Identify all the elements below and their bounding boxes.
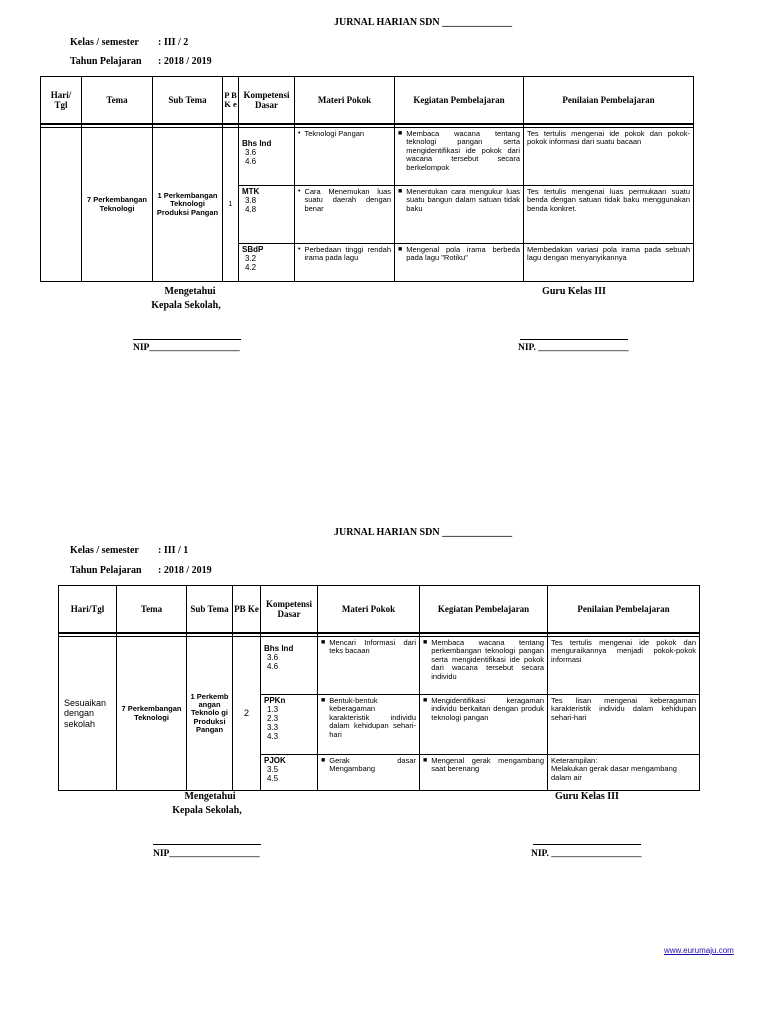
kd-code: 3.8 — [245, 195, 257, 205]
kegiatan-cell: ■ Mengenal gerak mengambang saat berenang — [420, 755, 548, 791]
kd-code: 4.2 — [245, 262, 257, 272]
journal1-nip-right: NIP. ___________________ — [518, 343, 629, 353]
journal2-nip-left: NIP___________________ — [153, 849, 260, 859]
kegiatan-cell: ■ Menentukan cara mengukur luas suatu bangun dalam satuan tidak baku — [395, 186, 524, 244]
journal1-title: JURNAL HARIAN SDN ______________ — [334, 17, 513, 28]
hari-cell — [41, 128, 82, 282]
kd-code: 3.3 — [267, 722, 279, 732]
kd-cell — [261, 755, 318, 791]
journal2-guru-kelas: Guru Kelas III — [555, 791, 619, 802]
kd-cell — [261, 695, 318, 755]
header-pbke: PB Ke — [233, 586, 261, 634]
kd-code: 4.6 — [267, 661, 279, 671]
kd-subject: PJOK — [264, 756, 286, 765]
kd-subject: Bhs Ind — [242, 139, 272, 148]
materi-text: Gerak dasar Mengambang — [329, 756, 416, 774]
journal1-kelas-label: Kelas / semester — [70, 37, 139, 48]
kd-code: 3.6 — [267, 652, 279, 662]
kd-subject: PPKn — [264, 696, 286, 705]
journal1-tahun-value: : 2018 / 2019 — [158, 56, 212, 67]
journal1-guru-kelas: Guru Kelas III — [542, 286, 606, 297]
materi-cell: • Perbedaan tinggi rendah irama pada lagu — [295, 244, 395, 282]
journal1-kelas-value: : III / 2 — [158, 37, 189, 48]
header-materi: Materi Pokok — [318, 586, 420, 634]
kd-subject: MTK — [242, 187, 260, 196]
kd-code: 4.5 — [267, 773, 279, 783]
penilaian-text: Tes tertulis mengenai luas permukaan suatu benda dengan satuan tidak baku menggunakan benda konkret. — [527, 187, 690, 213]
materi-cell: ■ Mencari Informasi dari teks bacaan — [318, 637, 420, 695]
kd-code: 4.3 — [267, 731, 279, 741]
table-row — [59, 637, 700, 695]
materi-text: Bentuk-bentuk keberagaman karakteristik individu dalam kehidupan sehari-hari — [329, 696, 416, 739]
header-hari: Hari/Tgl — [59, 586, 117, 634]
journal1-mengetahui: Mengetahui — [164, 286, 216, 297]
journal1-nip-left: NIP___________________ — [133, 343, 240, 353]
kd-code: 2.3 — [267, 713, 279, 723]
journal2-mengetahui: Mengetahui — [184, 791, 236, 802]
kd-code: 3.2 — [245, 253, 257, 263]
journal1-tahun-label: Tahun Pelajaran — [70, 56, 142, 67]
materi-text: Perbedaan tinggi rendah irama pada lagu — [304, 245, 391, 263]
kegiatan-text: Mengenal gerak mengambang saat berenang — [431, 756, 544, 774]
penilaian-text: Tes tertulis mengenai ide pokok dan menguraikannya menjadi pokok-pokok informasi — [551, 638, 696, 664]
kegiatan-text: Membaca wacana tentang teknologi pangan serta mengidentifikasi ide pokok dari wacana tersebut secara berkelompok — [406, 129, 520, 172]
materi-cell: • Teknologi Pangan — [295, 128, 395, 186]
kegiatan-cell: ■ Mengenal pola irama berbeda pada lagu "Rotiku" — [395, 244, 524, 282]
kegiatan-text: Mengidentifikasi keragaman individu berkaitan dengan produk teknologi pangan — [431, 696, 544, 722]
header-materi: Materi Pokok — [295, 77, 395, 125]
header-kegiatan: Kegiatan Pembelajaran — [395, 77, 524, 125]
penilaian-cell — [524, 128, 694, 186]
journal2-signature-line-left — [153, 844, 261, 845]
journal2-kelas-value: : III / 1 — [158, 545, 189, 556]
penilaian-cell — [548, 755, 700, 791]
header-subtema: Sub Tema — [153, 77, 223, 125]
kd-code: 4.8 — [245, 204, 257, 214]
penilaian-label: Keterampilan: — [551, 756, 598, 765]
journal2-title: JURNAL HARIAN SDN ______________ — [334, 527, 513, 538]
materi-cell: ■ Bentuk-bentuk keberagaman karakteristik individu dalam kehidupan sehari-hari — [318, 695, 420, 755]
kd-code: 1.3 — [267, 704, 279, 714]
header-subtema: Sub Tema — [187, 586, 233, 634]
journal2-tahun-label: Tahun Pelajaran — [70, 565, 142, 576]
pb-cell: 1 — [223, 128, 239, 282]
materi-cell: ■ Gerak dasar Mengambang — [318, 755, 420, 791]
penilaian-text: Tes lisan mengenai keberagaman karakteristik individu dalam kehidupan sehari-hari — [551, 696, 696, 722]
header-kegiatan: Kegiatan Pembelajaran — [420, 586, 548, 634]
journal1-table — [40, 76, 694, 282]
journal2-kepala-sekolah: Kepala Sekolah, — [172, 805, 242, 816]
kd-subject: Bhs Ind — [264, 644, 294, 653]
kd-code: 4.6 — [245, 156, 257, 166]
journal1-kepala-sekolah: Kepala Sekolah, — [151, 300, 221, 311]
penilaian-text: Membedakan variasi pola irama pada sebuah lagu dengan menyanyikannya — [527, 245, 690, 263]
journal1-header-row — [41, 77, 694, 125]
journal1-signature-line-right — [520, 339, 628, 340]
journal2-header-row — [59, 586, 700, 634]
kd-code: 3.5 — [267, 764, 279, 774]
penilaian-text: Tes tertulis mengenai ide pokok dan pokok-pokok informasi dari suatu bacaan — [527, 129, 690, 147]
kd-cell — [239, 244, 295, 282]
kd-cell — [239, 128, 295, 186]
journal2-nip-right: NIP. ___________________ — [531, 849, 642, 859]
kegiatan-cell: ■ Mengidentifikasi keragaman individu berkaitan dengan produk teknologi pangan — [420, 695, 548, 755]
kd-cell — [239, 186, 295, 244]
footer-website-link[interactable]: www.eurumaju.com — [664, 946, 734, 955]
hari-cell: Sesuaikan dengan sekolah — [59, 637, 117, 791]
journal2-tahun-value: : 2018 / 2019 — [158, 565, 212, 576]
header-kd: Kompetensi Dasar — [261, 586, 318, 634]
penilaian-cell — [524, 186, 694, 244]
kegiatan-text: Menentukan cara mengukur luas suatu bangun dalam satuan tidak baku — [406, 187, 520, 213]
kd-code: 3.6 — [245, 147, 257, 157]
header-tema: Tema — [117, 586, 187, 634]
header-hari: Hari/ Tgl — [41, 77, 82, 125]
materi-text: Teknologi Pangan — [304, 129, 365, 138]
penilaian-cell — [548, 695, 700, 755]
materi-cell: • Cara Menemukan luas suatu daerah dengan benar — [295, 186, 395, 244]
header-penilaian: Penilaian Pembelajaran — [548, 586, 700, 634]
journal2-kelas-label: Kelas / semester — [70, 545, 139, 556]
kegiatan-cell: ■ Membaca wacana tentang teknologi pangan serta mengidentifikasi ide pokok dari wacana tersebut secara berkelompok — [395, 128, 524, 186]
pb-cell: 2 — [233, 637, 261, 791]
kd-cell — [261, 637, 318, 695]
journal2-table — [58, 585, 700, 791]
penilaian-text: Melakukan gerak dasar mengambang dalam air — [551, 764, 677, 782]
subtema-cell: 1 Perkemb angan Teknolo gi Produksi Pangan — [187, 637, 233, 791]
journal1-signature-line-left — [133, 339, 241, 340]
subtema-cell: 1 Perkembangan Teknologi Produksi Pangan — [153, 128, 223, 282]
tema-cell: 7 Perkembangan Teknologi — [117, 637, 187, 791]
kegiatan-cell: ■ Membaca wacana tentang perkembangan teknologi pangan serta mengidentifikasi ide pokok dari wacana tersebut secara individu — [420, 637, 548, 695]
penilaian-cell — [524, 244, 694, 282]
header-pbke: P B K e — [223, 77, 239, 125]
journal2-signature-line-right — [533, 844, 641, 845]
kd-subject: SBdP — [242, 245, 264, 254]
header-kd: Kompetensi Dasar — [239, 77, 295, 125]
kegiatan-text: Membaca wacana tentang perkembangan teknologi pangan serta mengidentifikasi ide pokok dari wacana tersebut secara individu — [431, 638, 544, 681]
tema-cell: 7 Perkembangan Teknologi — [82, 128, 153, 282]
header-tema: Tema — [82, 77, 153, 125]
materi-text: Cara Menemukan luas suatu daerah dengan benar — [304, 187, 391, 213]
kegiatan-text: Mengenal pola irama berbeda pada lagu "Rotiku" — [406, 245, 520, 263]
penilaian-cell — [548, 637, 700, 695]
header-penilaian: Penilaian Pembelajaran — [524, 77, 694, 125]
materi-text: Mencari Informasi dari teks bacaan — [329, 638, 416, 656]
table-row — [41, 128, 694, 186]
